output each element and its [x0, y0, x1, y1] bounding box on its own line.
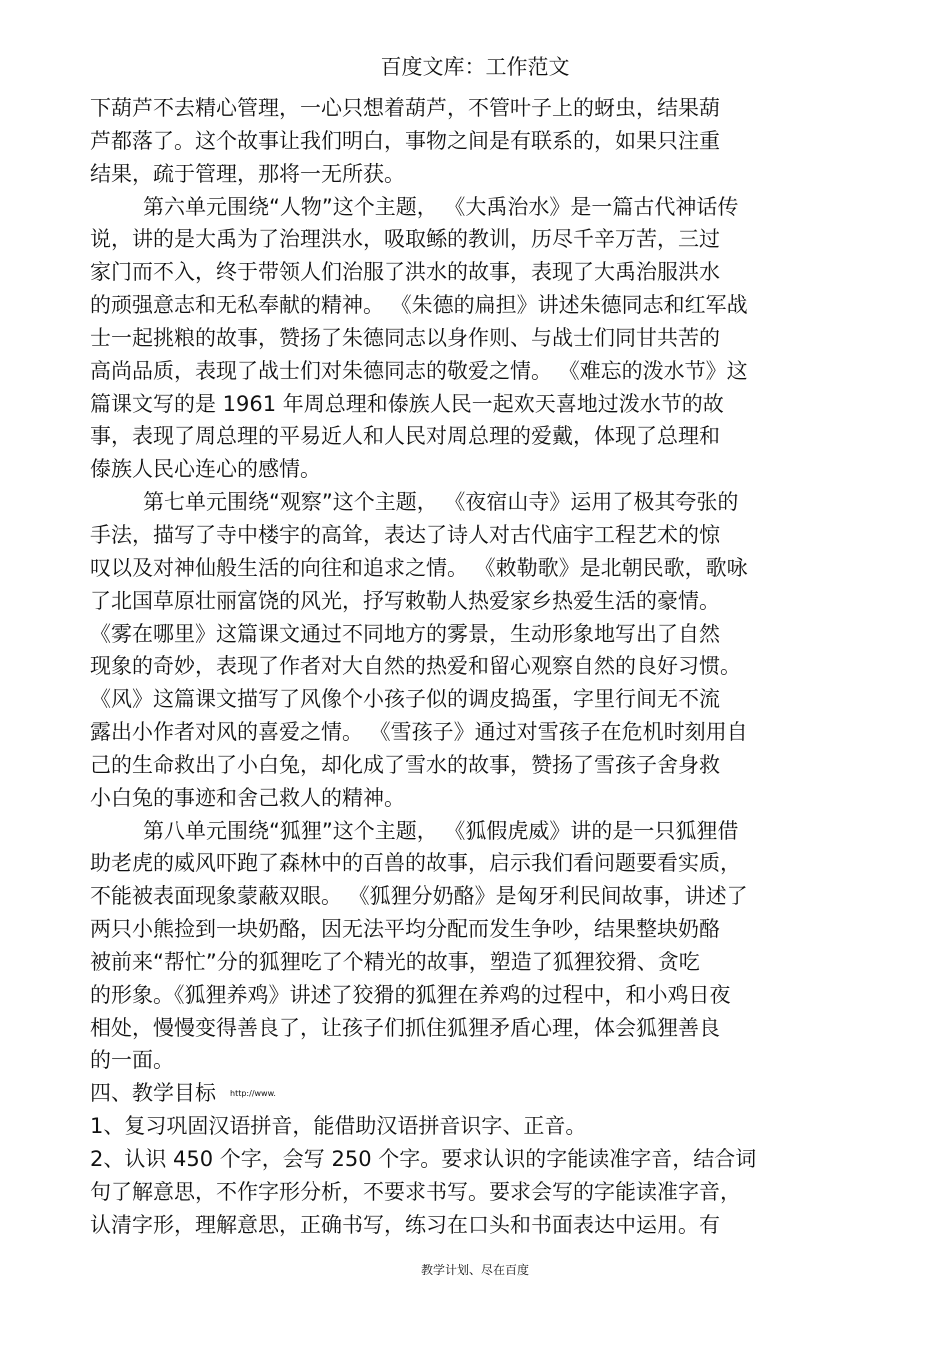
text-line: 不能被表面现象蒙蔽双眼。 《狐狸分奶酪》是匈牙利民间故事，讲述了 — [90, 884, 748, 909]
text-line: 说，讲的是大禹为了治理洪水，吸取鲧的教训，历尽千辛万苦，三过 — [90, 227, 720, 252]
text-line: 露出小作者对风的喜爱之情。 《雪孩子》通过对雪孩子在危机时刻用自 — [90, 720, 748, 745]
text-line: 篇课文写的是 1961 年周总理和傣族人民一起欢天喜地过泼水节的故 — [90, 391, 724, 416]
text-line: 下葫芦不去精心管理，一心只想着葫芦，不管叶子上的蚜虫，结果葫 — [90, 96, 720, 120]
text-line: 现象的奇妙，表现了作者对大自然的热爱和留心观察自然的良好习惯。 — [90, 654, 741, 679]
goal-line: 1、复习巩固汉语拼音，能借助汉语拼音识字、正音。 — [90, 1114, 587, 1139]
document-body — [90, 92, 870, 1242]
text-line: 第八单元围绕“狐狸”这个主题， 《狐假虎威》讲的是一只狐狸借 — [143, 818, 739, 843]
text-line: 傣族人民心连心的感情。 — [90, 457, 321, 482]
text-line: 事，表现了周总理的平易近人和人民对周总理的爱戴，体现了总理和 — [90, 424, 720, 449]
text-line: 的形象。《狐狸养鸡》讲述了狡猾的狐狸在养鸡的过程中，和小鸡日夜 — [90, 982, 731, 1007]
text-line: 小白兔的事迹和舍己救人的精神。 — [90, 785, 405, 810]
text-line: 手法，描写了寺中楼宇的高耸，表达了诗人对古代庙宇工程艺术的惊 — [90, 522, 720, 547]
page-header: 百度文库：工作范文 — [380, 55, 570, 79]
text-line: 士一起挑粮的故事，赞扬了朱德同志以身作则、与战士们同甘共苦的 — [90, 325, 720, 350]
goal-line: 认清字形，理解意思，正确书写，练习在口头和书面表达中运用。有 — [90, 1212, 720, 1237]
text-line: 《雾在哪里》这篇课文通过不同地方的雾景，生动形象地写出了自然 — [90, 621, 720, 646]
section-heading-line — [90, 1077, 870, 1110]
text-line: 《风》这篇课文描写了风像个小孩子似的调皮捣蛋，字里行间无不流 — [90, 687, 720, 712]
section-heading: 四、教学目标 — [90, 1081, 216, 1106]
text-line: 被前来“帮忙”分的狐狸吃了个精光的故事，塑造了狐狸狡猾、贪吃 — [90, 949, 700, 974]
text-line: 家门而不入，终于带领人们治服了洪水的故事，表现了大禹治服洪水 — [90, 260, 720, 285]
text-line: 了北国草原壮丽富饶的风光，抒写敕勒人热爱家乡热爱生活的豪情。 — [90, 588, 720, 613]
text-line: 结果，疏于管理，那将一无所获。 — [90, 161, 405, 186]
goal-line: 句了解意思，不作字形分析，不要求书写。要求会写的字能读准字音， — [90, 1179, 741, 1204]
text-line: 叹以及对神仙般生活的向往和追求之情。 《敕勒歌》是北朝民歌，歌咏 — [90, 555, 748, 580]
text-line: 芦都落了。这个故事让我们明白，事物之间是有联系的，如果只注重 — [90, 128, 720, 153]
goal-line: 2、认识 450 个字，会写 250 个字。要求认识的字能读准字音，结合词 — [90, 1147, 757, 1171]
text-line: 高尚品质，表现了战士们对朱德同志的敬爱之情。 《难忘的泼水节》这 — [90, 358, 748, 383]
page-footer: 教学计划、尽在百度 — [420, 1263, 529, 1277]
text-line: 的一面。 — [90, 1048, 174, 1073]
url-watermark: http://www. — [230, 1088, 276, 1098]
text-line: 的顽强意志和无私奉献的精神。 《朱德的扁担》讲述朱德同志和红军战 — [90, 293, 748, 318]
text-line: 己的生命救出了小白兔，却化成了雪水的故事，赞扬了雪孩子舍身救 — [90, 752, 720, 777]
text-line: 第六单元围绕“人物”这个主题， 《大禹治水》是一篇古代神话传 — [143, 194, 739, 219]
text-line: 相处，慢慢变得善良了，让孩子们抓住狐狸矛盾心理，体会狐狸善良 — [90, 1015, 720, 1040]
text-line: 助老虎的威风吓跑了森林中的百兽的故事，启示我们看问题要看实质， — [90, 851, 741, 876]
text-line: 第七单元围绕“观察”这个主题， 《夜宿山寺》运用了极其夸张的 — [143, 490, 739, 515]
text-line: 两只小熊捡到一块奶酪，因无法平均分配而发生争吵，结果整块奶酪 — [90, 917, 720, 942]
